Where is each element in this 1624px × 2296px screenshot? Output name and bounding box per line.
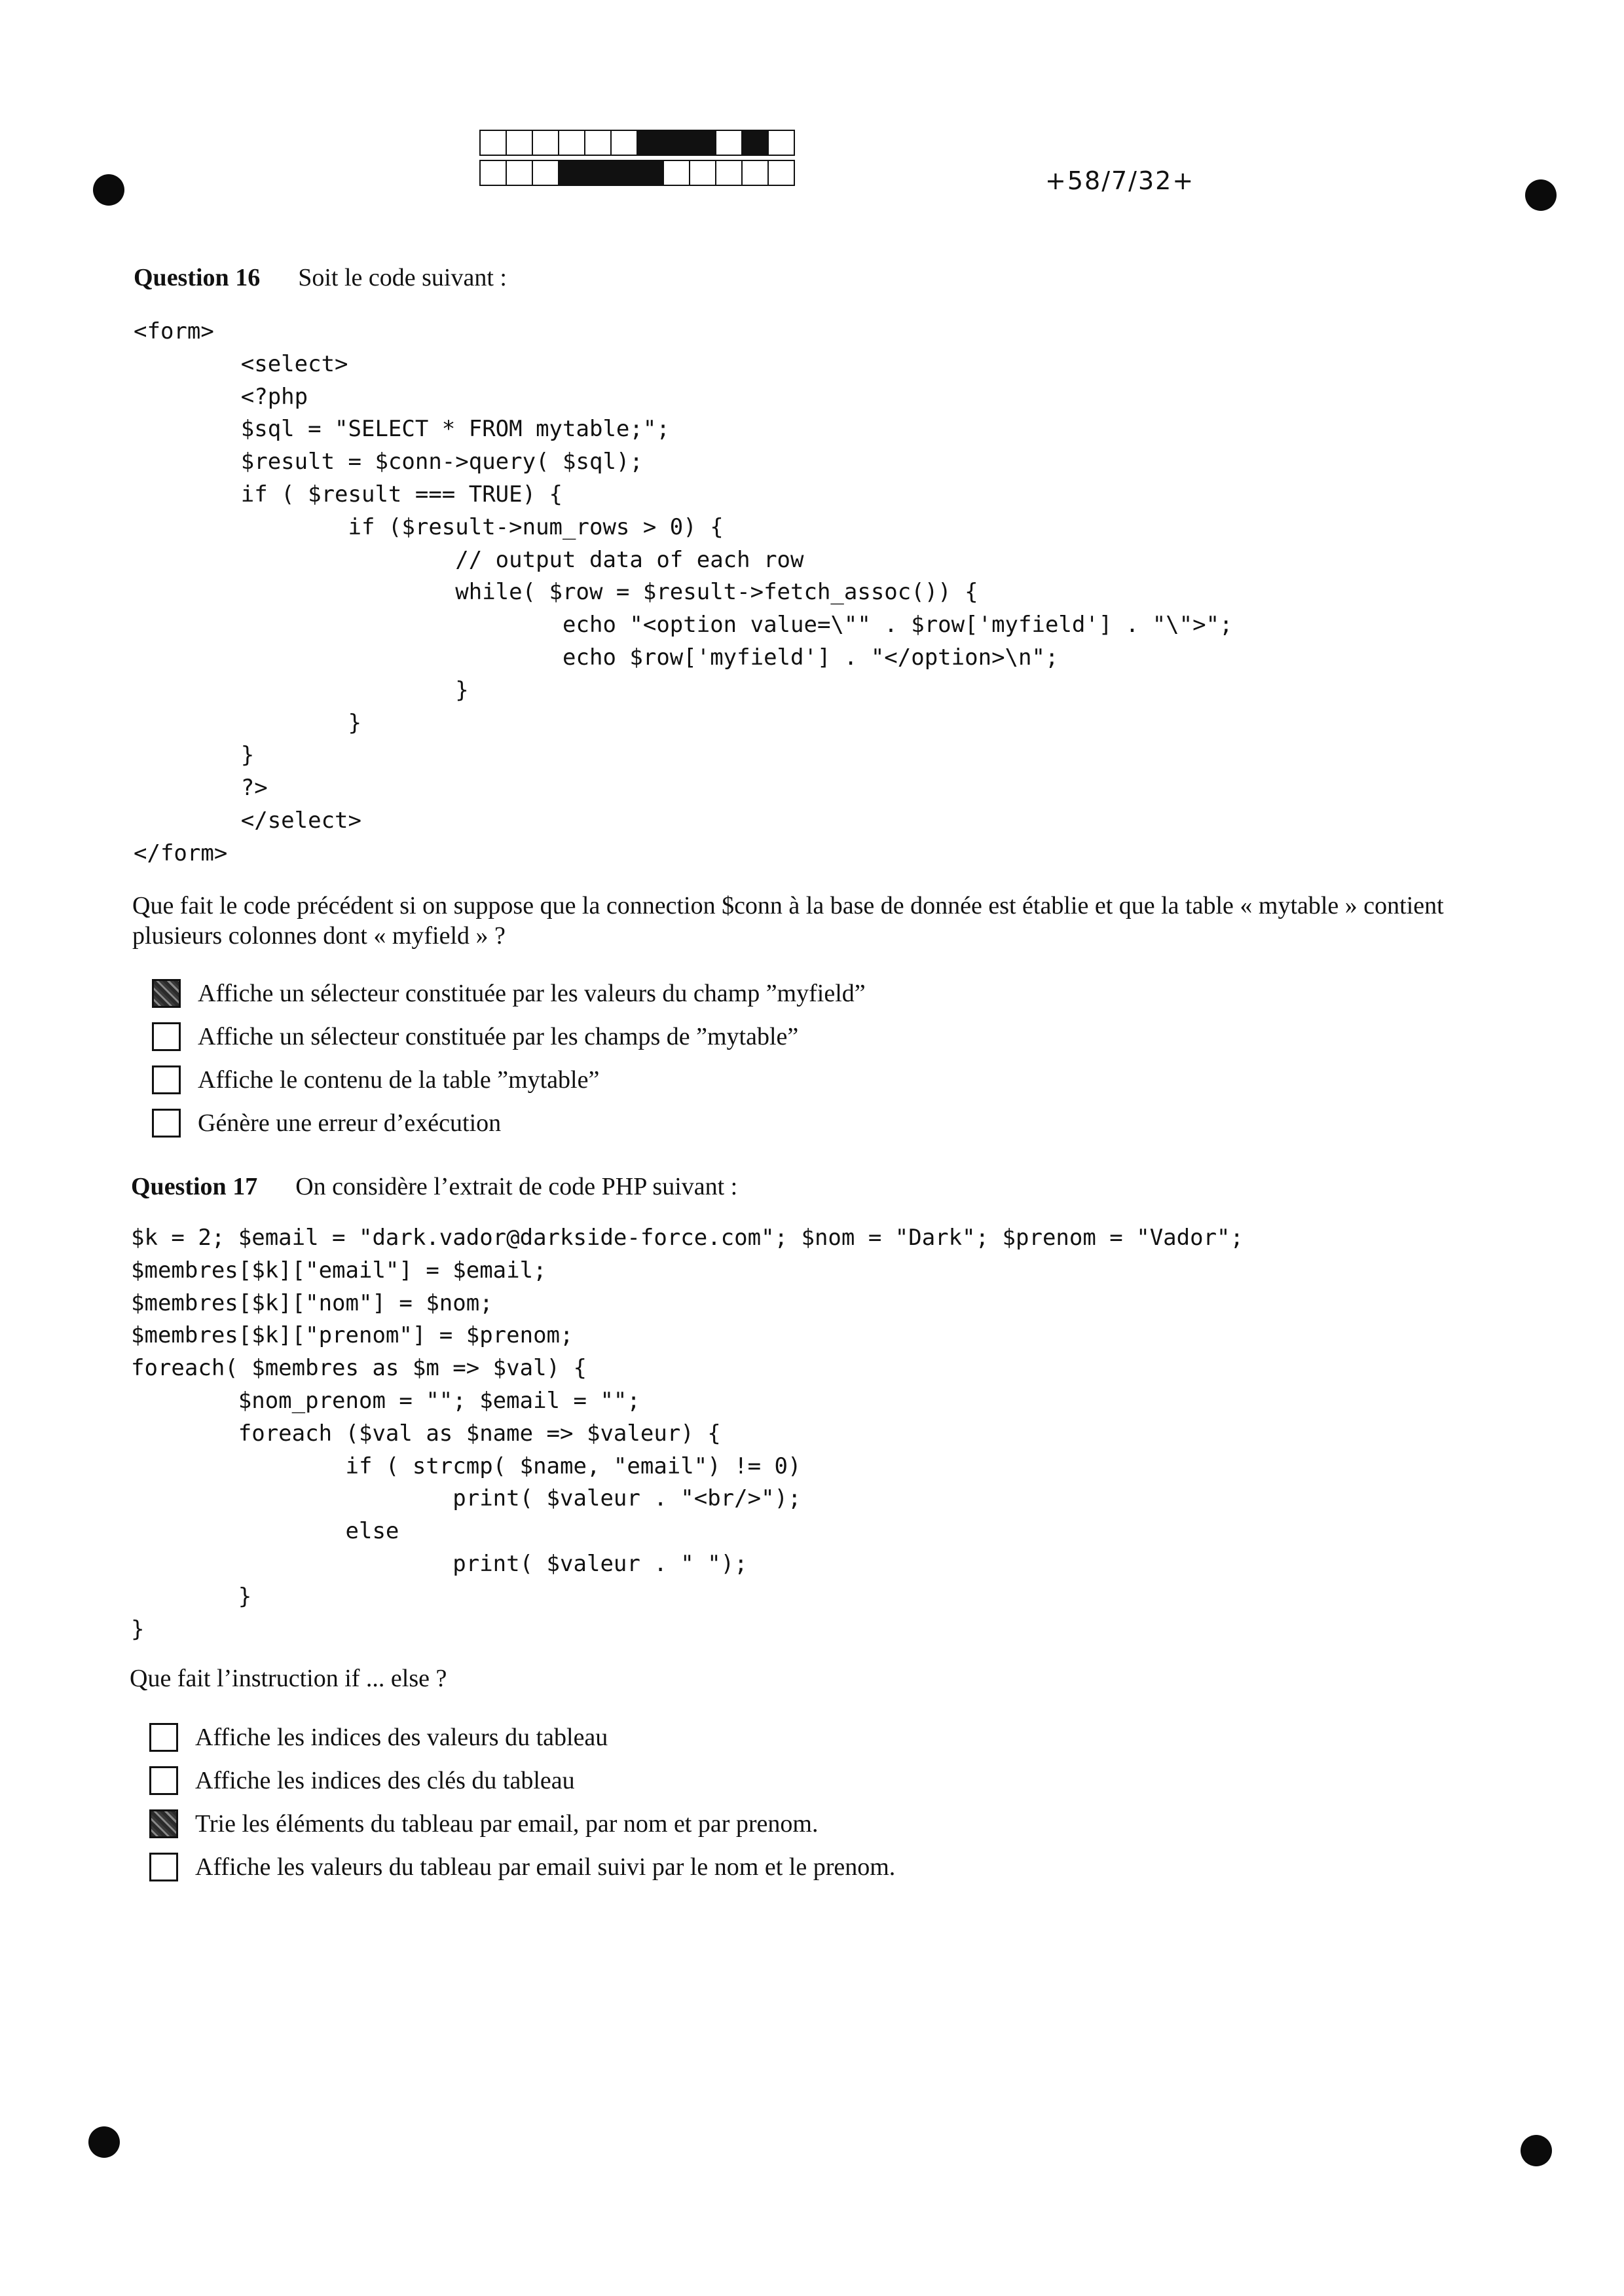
barcode-cell [558,160,585,186]
barcode-row-2 [479,160,794,186]
corner-mark-top-left [93,174,124,206]
barcode-cell [767,160,795,186]
code-block: $k = 2; $email = "dark.vador@darkside-force.com"; $nom = "Dark"; $prenom = "Vador"; $membres[$k]["email"] = $email; $membres[$k]["nom"] = $nom; $membres[$k]["prenom"] = $prenom; foreach( $membres as $m => $val) { $nom_prenom = ""; $email = ""; foreach ($val as $name => $valeur) { if ( strcmp( $name, "email") != 0) print( $valeur . "<br/>"); else print( $valeur . " "); } } [131,1225,1244,1642]
corner-mark-bottom-left [88,2126,120,2158]
question-prompt: Que fait le code précédent si on suppose que la connection $conn à la base de donnée est établie et que la table « mytable » contient plusieurs colonnes dont « myfield » ? [132,892,1444,950]
code-block: <form> <select> <?php $sql = "SELECT * FROM mytable;"; $result = $conn->query( $sql); if ( $result === TRUE) { if ($result->num_rows > 0) { // output data of each row while( $row = $result->fetch_assoc()) { echo "<option value=\"" . $row['myfield'] . "\">"; echo $row['myfield'] . "</option>\n"; } } } ?> </select> </form> [134,318,1233,866]
answer-list [152,972,866,1145]
answer-option[interactable] [152,972,866,1015]
answer-list [149,1716,895,1889]
barcode-cell [741,130,769,156]
answer-checkbox[interactable] [149,1766,178,1795]
answer-checkbox[interactable] [152,1109,181,1138]
barcode-cell [532,130,559,156]
answer-checkbox[interactable] [152,1022,181,1051]
barcode-row-1 [479,130,794,156]
barcode-cell [663,160,690,186]
answer-option[interactable] [149,1759,895,1802]
barcode-cell [637,160,664,186]
barcode-cell [767,130,795,156]
answer-option[interactable] [149,1845,895,1889]
answer-label: Affiche les valeurs du tableau par email suivi par le nom et le prenom. [195,1853,896,1881]
barcode-cell [715,160,743,186]
corner-mark-top-right [1525,179,1557,211]
question-17-header [131,1172,737,1201]
answer-checkbox[interactable] [149,1723,178,1752]
answer-label: Affiche les indices des clés du tableau [195,1767,575,1794]
answer-checkbox[interactable] [152,979,181,1008]
answer-label: Trie les éléments du tableau par email, par nom et par prenom. [195,1810,819,1838]
barcode-cell [479,130,507,156]
barcode-cell [558,130,585,156]
page-id: +58/7/32+ [1045,166,1195,195]
answer-label: Affiche les indices des valeurs du tableau [195,1724,608,1751]
barcode-cell [715,130,743,156]
barcode-cell [637,130,664,156]
barcode-cell [506,130,533,156]
barcode-cell [610,160,638,186]
barcode-cell [689,130,716,156]
answer-label: Affiche le contenu de la table ”mytable” [198,1066,600,1094]
question-number: Question 17 [131,1173,258,1200]
barcode-cell [584,160,612,186]
answer-option[interactable] [152,1102,866,1145]
barcode-cell [689,160,716,186]
barcode-cell [479,160,507,186]
question-intro: Soit le code suivant : [298,264,507,291]
question-number: Question 16 [134,264,261,291]
answer-checkbox[interactable] [149,1809,178,1838]
barcode-cell [584,130,612,156]
barcode-cell [663,130,690,156]
answer-label: Affiche un sélecteur constituée par les valeurs du champ ”myfield” [198,980,866,1007]
barcode-cell [741,160,769,186]
answer-option[interactable] [152,1015,866,1058]
question-prompt: Que fait l’instruction if ... else ? [130,1665,447,1692]
answer-label: Affiche un sélecteur constituée par les champs de ”mytable” [198,1023,799,1050]
question-intro: On considère l’extrait de code PHP suivant : [295,1173,738,1200]
answer-option[interactable] [149,1802,895,1845]
answer-label: Génère une erreur d’exécution [198,1109,502,1137]
barcode-cell [506,160,533,186]
barcode-cell [532,160,559,186]
question-16-header [134,263,507,292]
answer-checkbox[interactable] [152,1065,181,1094]
answer-option[interactable] [149,1716,895,1759]
answer-option[interactable] [152,1058,866,1102]
answer-checkbox[interactable] [149,1853,178,1881]
barcode-cell [610,130,638,156]
corner-mark-bottom-right [1521,2135,1552,2166]
